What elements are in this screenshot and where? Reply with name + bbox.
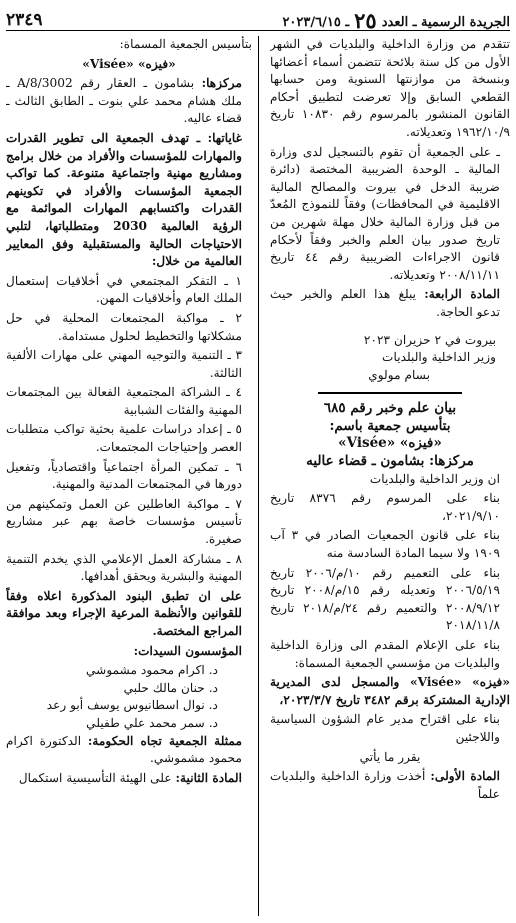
recital: بناء على اقتراح مدير عام الشؤون السياسية واللاجئين [270,712,500,744]
article-one [270,768,510,803]
article-text: يبلغ هذا العلم والخبر حيث تدعو الحاجة. [270,287,500,319]
goal-item: ٦ ـ تمكين المرأة اجتماعياً واقتصادياً، وتفعيل دورها في المجتمعات المدنية والمهنية. [6,459,242,492]
hq-label: مركزها: [201,76,243,91]
goal-item: ٢ ـ مواكبة المجتمعات المحلية في حل مشكلاتها والتخطيط لحلول مستدامة. [6,310,242,343]
hq-paragraph [6,75,252,128]
goals-paragraph [6,130,252,271]
association-hq: مركزها: بشامون ـ قضاء عاليه [306,453,474,470]
goals-label: غاياتها: [207,130,242,145]
minister-intro: ان وزير الداخلية والبلديات [369,471,500,486]
right-column [270,36,510,920]
gazette-name: الجريدة الرسمية ـ العدد [381,15,510,30]
recital: بناء على الإعلام المقدم الى وزارة الداخلية والبلديات من مؤسسي الجمعية المسماة: [270,638,500,670]
hq-text: بشامون ـ العقار رقم A/8/3002 ـ ملك هشام محمد علي بنوت ـ الطابق الثالث ـ قضاء عاليه. [6,76,242,126]
recital: بناء على قانون الجمعيات الصادر في ٣ آب ١٩٠٩ ولا سيما المادة السادسة منه [270,528,500,561]
closing-paragraph: على ان تطبق البنود المذكورة اعلاه وفقاً للقوانين والأنظمة المرعية الإجراء وبعد موافقة المراجع المختصة. [6,588,242,638]
recital-bold: «فيزه» «Visée» والمسجل لدى المديرية الإدارية المشتركة برقم ٣٤٨٢ تاريخ ٢٠٢٣/٣/٧، [270,675,510,707]
page-number: ٢٣٤٩ [6,10,43,30]
article-text: على الهيئة التأسيسية استكمال [18,770,172,785]
association-name: «فيزه» «Visée» [82,56,176,71]
minister-name: بسام مولوي [368,367,430,382]
article-two [6,770,252,788]
representative-label: ممثلة الجمعية تجاه الحكومة: [87,733,242,748]
column-divider [258,36,259,916]
goal-item: ١ ـ التفكر المجتمعي في أخلاقيات إستعمال الملك العام وأخلاقيات المهن. [6,273,242,306]
founder-item: د. اكرام محمود مشموشي [85,663,218,678]
paragraph: ـ على الجمعية أن تقوم بالتسجيل لدى وزارة المالية ـ الوحدة الضريبية المختصة (دائرة ضريبة الدخل في بيروت والمصالح المالية الاقليمية في المحافظات) وفقاً للنموذج المُعدّ من قبل وزارة المالية خلال مهلة شهرين من تاريخ صدور بيان العلم والخبر وفقاً لأحكام قانون الاجراءات الضريبية رقم ٤٤ تاريخ ٢٠٠٨/١١/١١ وتعديلاته. [270,144,501,282]
issue-date: ـ ٢٠٢٣/٦/١٥ [282,15,350,30]
paragraph: بتأسيس الجمعية المسماة: [119,37,252,51]
goals-text: ـ تهدف الجمعية الى تطوير القدرات والمهارات للمؤسسات والأفراد من خلال برامج ومشاريع مهنية واجتماعية متنوعة. كما تواكب الجمعية المؤسسات والأفراد في تكوينهم القدرات واكتسابهم المهارات الموائمة مع الرؤية العالمية 2030 ومتطلباتها، لتلبي الاحتياجات الحالية والمستقبلية وفق المعايير العالمية من خلال: [6,130,242,269]
issue-number: ٢٥ [354,8,377,33]
decision-heading: يقرر ما يأتي [359,749,421,764]
founders-label: المؤسسون السيدات: [133,643,242,658]
article-four [270,286,510,321]
left-column [6,36,252,920]
founder-item: د. سمر محمد علي طفيلي [86,715,218,730]
goal-item: ٨ ـ مشاركة العمل الإعلامي الذي يخدم التنمية المهنية والبشرية ويحقق أهدافها. [6,551,242,584]
goal-item: ٥ ـ إعداد دراسات علمية بحثية تواكب متطلبات العصر وإحتياجات المجتمعات. [6,422,242,455]
place-date: بيروت في ٢ حزيران ٢٠٢٣ [363,332,496,347]
notice-title: بيان علم وخبر رقم ٦٨٥ [323,400,457,417]
representative [6,733,252,768]
recital: بناء على المرسوم رقم ٨٣٧٦ تاريخ ٢٠٢١/٩/١٠، [270,491,500,523]
article-text: أخذت وزارة الداخلية والبلديات علماً [270,769,500,801]
page-header [6,6,510,31]
representative-text: الدكتورة اكرام محمود مشموشي. [6,733,242,766]
goal-item: ٣ ـ التنمية والتوجيه المهني على مهارات الألفية الثالثة. [6,348,242,380]
notice-subtitle: بتأسيس جمعية باسم: [329,417,451,434]
goal-item: ٧ ـ مواكبة العاطلين عن العمل وتمكينهم من تأسيس مؤسسات خاصة بهم عبر مشاريع صغيرة. [6,496,242,547]
founder-item: د. نوال اسطانيوس يوسف أبو رعد [46,698,218,713]
recital: بناء على التعميم رقم ١٠/م/٢٠٠٦ تاريخ ٢٠٠٦/٥/١٩ وتعديله رقم ١٥/م/٢٠٠٨ تاريخ ٢٠٠٨/٩/١٢ والتعميم رقم ٢٤/م/٢٠١٨ تاريخ ٢٠١٨/١١/٨ [270,565,501,633]
article-label: المادة الثانية: [175,770,242,785]
article-label: المادة الأولى: [430,769,500,784]
association-name: «فيزه» «Visée» [338,435,442,452]
paragraph: تتقدم من وزارة الداخلية والبلديات في الشهر الأول من كل سنة بلائحة تتضمن أسماء أعضائها وبنسخة من موازنتها السنوية ومن حسابها القطعي السابق وإلا تعرضت لتطبيق أحكام القانون المنشور بالمرسوم رقم ١٠٨٣٠ تاريخ ١٩٦٢/١٠/٩ وتعديلاته. [270,37,510,139]
founder-item: د. حنان مالك حلبي [123,680,218,695]
gazette-masthead [282,8,510,33]
minister-title: وزير الداخلية والبلديات [382,350,496,365]
goal-item: ٤ ـ الشراكة المجتمعية الفعالة بين المجتمعات المهنية والفئات الشبابية [6,385,242,417]
section-divider [318,392,462,394]
article-label: المادة الرابعة: [424,287,500,302]
